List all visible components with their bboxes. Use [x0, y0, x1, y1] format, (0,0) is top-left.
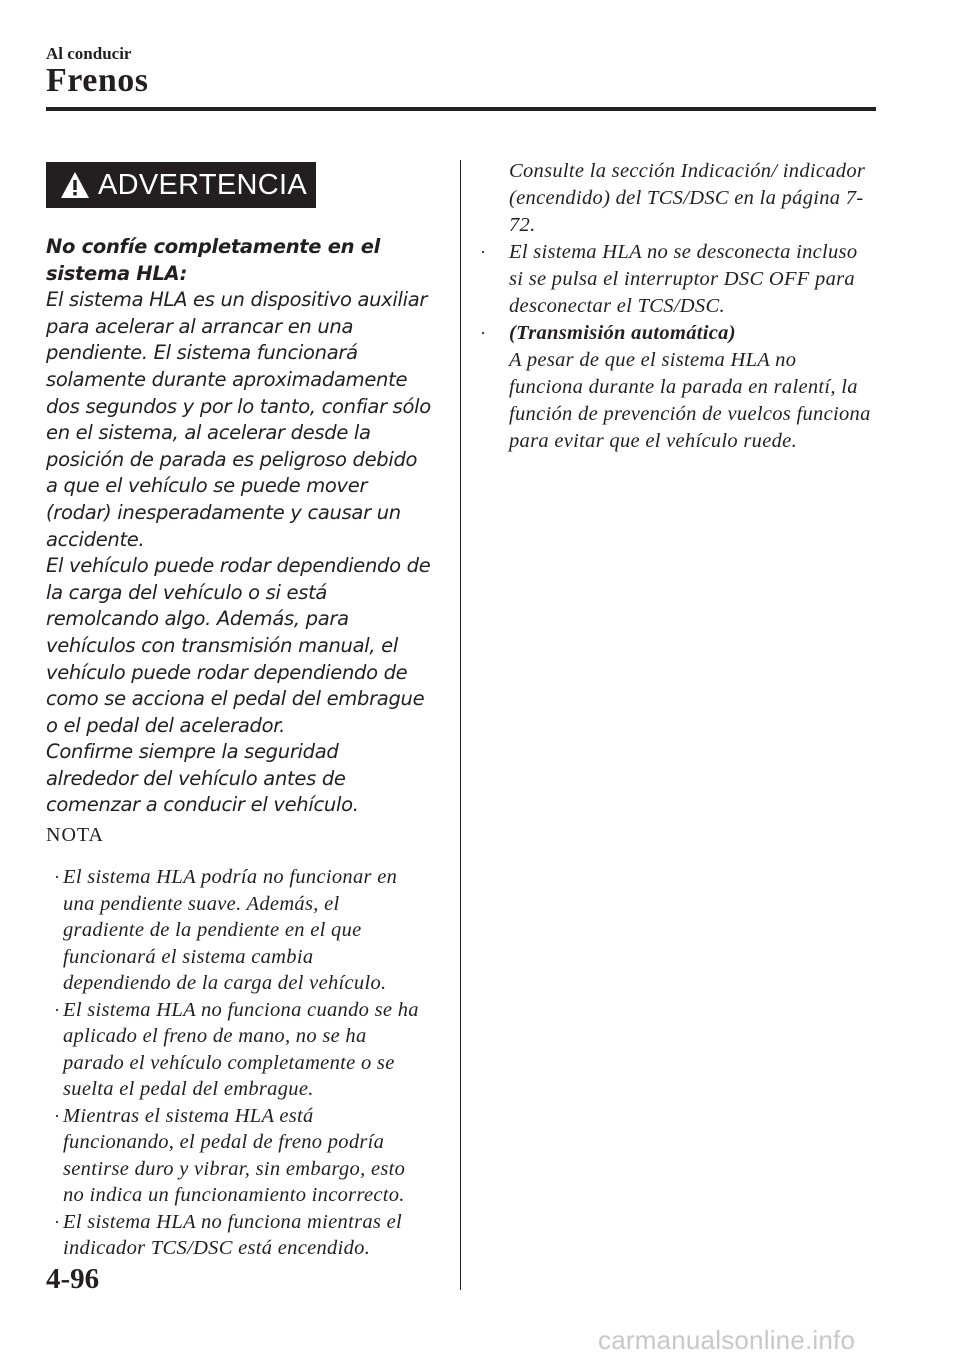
right-column [475, 158, 875, 455]
list-item-text: El sistema HLA no se desconecta incluso si se pulsa el interruptor DSC OFF para desconectar el TCS/DSC. [509, 241, 858, 317]
list-item [46, 864, 426, 997]
warning-heading: No confíe completamente en el sistema HLA: [46, 235, 381, 285]
list-item [46, 1103, 426, 1209]
warning-paragraph: Confirme siempre la seguridad alrededor del vehículo antes de comenzar a conducir el vehículo. [46, 740, 359, 817]
list-item-text [509, 320, 875, 455]
list-item-text: Mientras el sistema HLA está funcionando, el pedal de freno podría sentirse duro y vibrar, sin embargo, esto no indica un funcionamiento incorrecto. [63, 1104, 406, 1206]
watermark[interactable]: carmanualsonline.info [598, 1325, 856, 1355]
page-number: 4-96 [46, 1263, 100, 1295]
warning-paragraph: El vehículo puede rodar dependiendo de la carga del vehículo o si está remolcando algo. Además, para vehículos con transmisión manual, el vehículo puede rodar dependiendo de como se acciona el pedal del embrague o el pedal del acelerador. [46, 554, 431, 737]
bullet-icon: · [54, 1105, 60, 1126]
section-label: Al conducir [46, 44, 132, 63]
bullet-icon: · [480, 323, 486, 343]
transmission-heading: (Transmisión automática) [509, 322, 736, 344]
list-item [475, 239, 875, 320]
warning-triangle-icon [60, 171, 90, 199]
warning-banner [46, 162, 316, 208]
warning-body [46, 234, 431, 819]
list-item [46, 997, 426, 1103]
warning-paragraph: El sistema HLA es un dispositivo auxiliar para acelerar al arrancar en una pendiente. El sistema funcionará solamente durante aproximadamente dos segundos y por lo tanto, confiar sólo en el sistema, al acelerar desde la posición de parada es peligroso debido a que el vehículo se puede mover (rodar) inesperadamente y causar un accidente. [46, 288, 431, 551]
list-item-text: El sistema HLA podría no funcionar en una pendiente suave. Además, el gradiente de la pendiente en el que funcionará el sistema cambia dependiendo de la carga del vehículo. [63, 866, 398, 994]
note-list [46, 864, 426, 1262]
header-rule [46, 107, 876, 111]
transmission-text: A pesar de que el sistema HLA no funciona durante la parada en ralentí, la función de prevención de vuelcos funciona para evitar que el vehículo ruede. [509, 349, 871, 452]
warning-label: ADVERTENCIA [98, 169, 308, 201]
list-item [46, 1209, 426, 1262]
bullet-icon: · [54, 999, 60, 1020]
page-title: Frenos [46, 62, 149, 99]
list-item-text: El sistema HLA no funciona mientras el indicador TCS/DSC está encendido. [63, 1210, 403, 1259]
note-continuation: Consulte la sección Indicación/ indicador (encendido) del TCS/DSC en la página 7-72. [509, 160, 866, 236]
bullet-icon: · [480, 242, 486, 262]
list-item [475, 320, 875, 455]
column-divider [460, 160, 461, 1290]
note-title: NOTA [46, 824, 104, 846]
bullet-icon: · [54, 867, 60, 887]
bullet-icon: · [54, 1211, 60, 1232]
list-item-text: El sistema HLA no funciona cuando se ha aplicado el freno de mano, no se ha parado el vehículo completamente o se suelta el pedal del embrague. [63, 998, 419, 1100]
